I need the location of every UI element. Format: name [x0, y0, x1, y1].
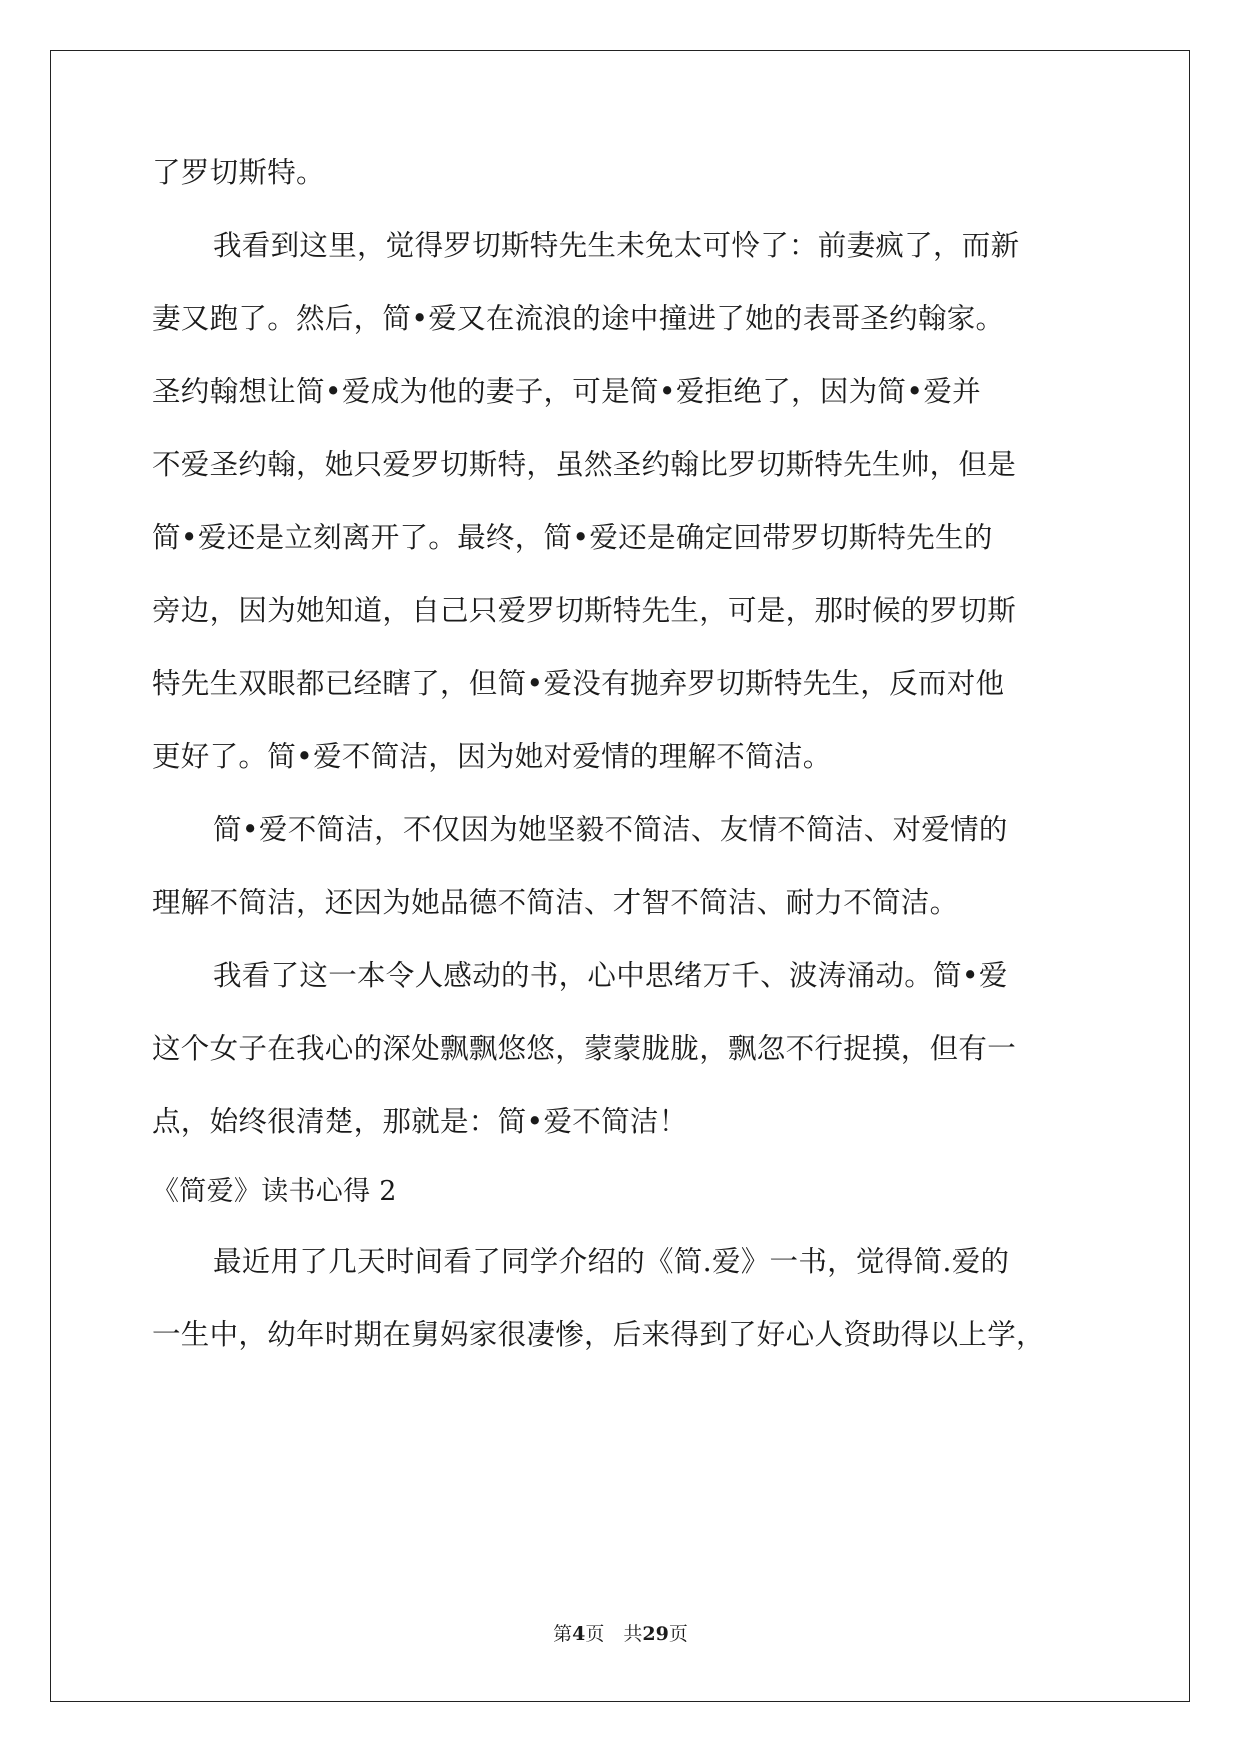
paragraph-line: 我看到这里，觉得罗切斯特先生未免太可怜了：前妻疯了，而新: [213, 229, 1020, 262]
paragraph-line: 这个女子在我心的深处飘飘悠悠，蒙蒙胧胧，飘忽不行捉摸，但有一: [152, 1032, 1017, 1065]
paragraph-line: 我看了这一本令人感动的书，心中思绪万千、波涛涌动。简•爱: [213, 959, 1008, 992]
footer-prefix: 第: [553, 1623, 573, 1645]
paragraph-line: 简•爱还是立刻离开了。最终，简•爱还是确定回带罗切斯特先生的: [152, 521, 993, 554]
paragraph-line: 更好了。简•爱不简洁，因为她对爱情的理解不简洁。: [152, 740, 832, 773]
paragraph-line: 特先生双眼都已经瞎了，但简•爱没有抛弃罗切斯特先生，反而对他: [152, 667, 1005, 700]
paragraph-line: 妻又跑了。然后，简•爱又在流浪的途中撞进了她的表哥圣约翰家。: [152, 302, 1005, 335]
paragraph-line: 点，始终很清楚，那就是：简•爱不简洁！: [152, 1105, 688, 1138]
current-page-number: 4: [572, 1623, 586, 1645]
paragraph-line: 一生中，幼年时期在舅妈家很凄惨，后来得到了好心人资助得以上学，: [152, 1318, 1045, 1351]
paragraph-line: 旁边，因为她知道，自己只爱罗切斯特先生，可是，那时候的罗切斯: [152, 594, 1017, 627]
footer-suffix: 页: [668, 1623, 688, 1645]
paragraph-line: 简•爱不简洁，不仅因为她坚毅不简洁、友情不简洁、对爱情的: [213, 813, 1008, 846]
paragraph-line: 不爱圣约翰，她只爱罗切斯特，虽然圣约翰比罗切斯特先生帅，但是: [152, 448, 1017, 481]
paragraph-line: 最近用了几天时间看了同学介绍的《简.爱》一书，觉得简.爱的: [213, 1245, 1010, 1278]
paragraph-line: 了罗切斯特。: [152, 156, 325, 189]
section-heading: 《简爱》读书心得 2: [152, 1176, 397, 1207]
page-border: [50, 50, 1190, 1702]
total-page-count: 29: [642, 1623, 669, 1645]
footer-mid: 页 共: [585, 1623, 643, 1645]
paragraph-line: 圣约翰想让简•爱成为他的妻子，可是简•爱拒绝了，因为简•爱并: [152, 375, 981, 408]
page-footer: [0, 1622, 1241, 1646]
paragraph-line: 理解不简洁，还因为她品德不简洁、才智不简洁、耐力不简洁。: [152, 886, 959, 919]
